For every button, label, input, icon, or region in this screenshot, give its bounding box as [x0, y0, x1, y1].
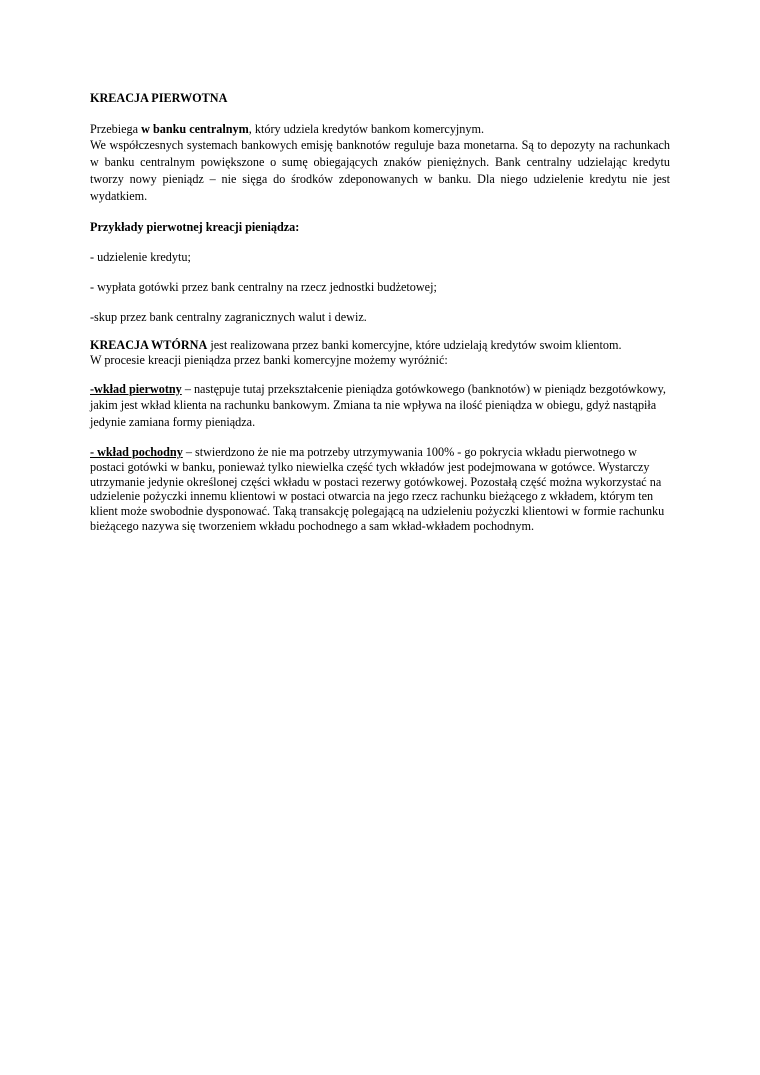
primary-deposit-term: -wkład pierwotny	[90, 381, 182, 396]
primary-deposit-paragraph	[90, 381, 670, 431]
secondary-term: KREACJA WTÓRNA	[90, 338, 208, 352]
document-body	[90, 90, 670, 534]
secondary-creation-paragraph	[90, 338, 670, 368]
section-title: KREACJA PIERWOTNA	[90, 91, 228, 105]
derived-deposit-term: - wkład pochodny	[90, 445, 183, 460]
intro-first-line	[90, 121, 670, 137]
intro-paragraph	[90, 121, 670, 205]
derived-deposit-text: – stwierdzono że nie ma potrzeby utrzymywania 100% - go pokrycia wkładu pierwotnego w postaci gotówki w banku, ponieważ tylko niewielka część tych wkładów jest podejmowana w gotówce. Wystarczy utrzymanie jedynie określonej części wkładu w postaci rezerwy gotówkowej. Pozostałą część można wykorzystać na udzielenie pożyczki innemu klientowi w postaci otwarcia na jego rzecz rachunku bieżącego z wkładem, którym ten klient może swobodnie dysponować. Taką transakcję polegającą na udzieleniu pożyczki klientowi w formie rachunku bieżącego nazywa się tworzeniem wkładu pochodnego a sam wkład-wkładem pochodnym.	[90, 445, 665, 534]
example-item: -skup przez bank centralny zagranicznych walut i dewiz.	[90, 310, 367, 324]
derived-deposit-paragraph	[90, 445, 670, 534]
example-item: - udzielenie kredytu;	[90, 250, 191, 264]
secondary-line2: W procesie kreacji pieniądza przez banki komercyjne możemy wyróżnić:	[90, 352, 448, 367]
intro-line1-post: , który udziela kredytów bankom komercyjnym.	[248, 122, 485, 136]
intro-body: We współczesnych systemach bankowych emisję banknotów reguluje baza monetarna. Są to depozyty na rachunkach w banku centralnym powiększone o sumę obiegających znaków pieniężnych. Bank centralny udzielając kredytu tworzy nowy pieniądz – nie sięga do środków zdeponowanych w banku. Dla niego udzielenie kredytu nie jest wydatkiem.	[90, 138, 670, 203]
intro-line1-bold: w banku centralnym	[141, 122, 249, 136]
example-item: - wypłata gotówki przez bank centralny na rzecz jednostki budżetowej;	[90, 280, 437, 294]
secondary-first-line	[90, 338, 670, 353]
examples-heading: Przykłady pierwotnej kreacji pieniądza:	[90, 220, 300, 234]
intro-line1-pre: Przebiega	[90, 122, 142, 136]
secondary-text: jest realizowana przez banki komercyjne, które udzielają kredytów swoim klientom.	[207, 338, 622, 352]
primary-deposit-text: – następuje tutaj przekształcenie pieniądza gotówkowego (banknotów) w pieniądz bezgotówkowy, jakim jest wkład klienta na rachunku bankowym. Zmiana ta nie wpływa na ilość pieniądza w obiegu, gdyż nastąpiła jedynie zamiana formy pieniądza.	[90, 381, 666, 429]
